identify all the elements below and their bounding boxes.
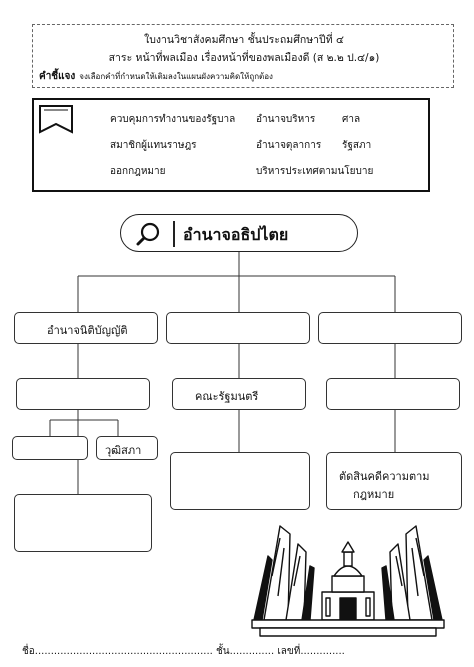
- box-senate-label: วุฒิสภา: [105, 444, 142, 457]
- box-court-blank[interactable]: [326, 378, 460, 410]
- box-representatives-blank[interactable]: [12, 436, 88, 460]
- box-legislative-power: [14, 312, 158, 344]
- instruction-text: จงเลือกคำที่กำหนดให้เติมลงในแผนผังความคิดให้ถูกต้อง: [79, 72, 273, 81]
- box-parliament-duty-blank[interactable]: [14, 494, 152, 552]
- word-judicial-power: อำนาจตุลาการ: [256, 140, 322, 151]
- name-field[interactable]: ........................................................: [34, 646, 213, 657]
- box-judicial-blank[interactable]: [318, 312, 462, 344]
- box-parliament-blank[interactable]: [16, 378, 150, 410]
- number-label: เลขที่: [277, 646, 301, 657]
- word-executive-power: อำนาจบริหาร: [256, 114, 316, 125]
- class-field[interactable]: ..............: [229, 646, 275, 657]
- header-subject: สาระ หน้าที่พลเมือง เรื่องหน้าที่ของพลเมืองดี (ส ๒.๒ ป.๔/๑): [108, 52, 380, 64]
- magnifier-icon: [135, 221, 163, 247]
- class-label: ชั้น: [216, 646, 230, 657]
- box-senate: [96, 436, 158, 460]
- student-info-line: [22, 644, 345, 659]
- box-judicial-duty-line2: กฎหมาย: [353, 488, 395, 501]
- diagram-title: อำนาจอธิปไตย: [183, 225, 289, 244]
- democracy-monument-illustration: [250, 516, 446, 638]
- box-cabinet-duty-blank[interactable]: [170, 452, 310, 510]
- word-parliament: รัฐสภา: [342, 140, 372, 151]
- diagram-title-pill: [120, 214, 358, 252]
- word-control-government: ควบคุมการทำงานของรัฐบาล: [110, 114, 236, 125]
- box-cabinet: [172, 378, 306, 410]
- word-make-laws: ออกกฎหมาย: [110, 166, 166, 177]
- box-judicial-duty-line1: ตัดสินคดีความตาม: [339, 470, 430, 483]
- word-court: ศาล: [342, 114, 361, 125]
- box-cabinet-label: คณะรัฐมนตรี: [195, 390, 259, 403]
- name-label: ชื่อ: [22, 646, 35, 657]
- box-judicial-duty: [326, 452, 462, 510]
- box-executive-blank[interactable]: [166, 312, 310, 344]
- number-field[interactable]: ..............: [300, 646, 345, 657]
- box-legislative-label: อำนาจนิติบัญญัติ: [47, 324, 128, 337]
- word-house-of-representatives: สมาชิกผู้แทนราษฎร: [110, 140, 197, 151]
- word-administer-country: บริหารประเทศตามนโยบาย: [256, 166, 374, 177]
- header-title: ใบงานวิชาสังคมศึกษา ชั้นประถมศึกษาปีที่ ๔: [144, 34, 344, 46]
- title-separator: [173, 221, 175, 247]
- instruction-label: คำชี้แจง: [39, 71, 76, 82]
